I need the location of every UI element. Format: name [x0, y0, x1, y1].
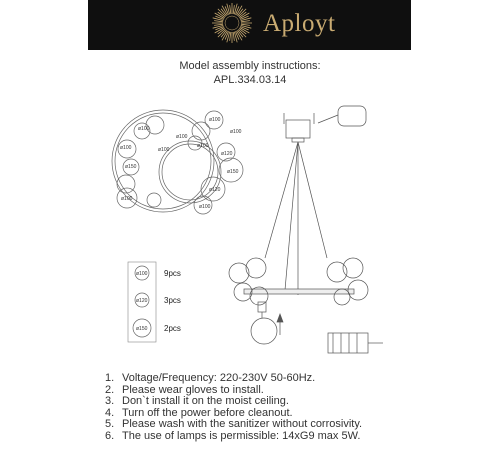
svg-text:9pcs: 9pcs: [164, 269, 181, 278]
svg-text:ø100: ø100: [138, 126, 150, 132]
svg-text:ø100: ø100: [230, 129, 242, 135]
svg-text:ø100: ø100: [199, 204, 211, 210]
svg-text:ø120: ø120: [136, 298, 148, 304]
instruction-item: 5. Please wash with the sanitizer without corrosivity.: [105, 418, 363, 431]
legend-item-120: [135, 293, 181, 307]
shade-legend: [128, 262, 181, 342]
svg-text:ø150: ø150: [227, 169, 239, 175]
instruction-item: 2. Please wear gloves to install.: [105, 383, 264, 396]
svg-text:3pcs: 3pcs: [164, 296, 181, 305]
instruction-item: 6. The use of lamps is permissible: 14xG9 max 5W.: [105, 429, 361, 442]
instruction-item: 3. Don`t install it on the moist ceiling.: [105, 395, 289, 408]
svg-text:ø100: ø100: [121, 196, 133, 202]
svg-text:ø100: ø100: [209, 117, 221, 123]
svg-text:ø150: ø150: [125, 164, 137, 170]
legend-item-150: [133, 319, 181, 337]
svg-text:ø100: ø100: [176, 134, 188, 140]
chandelier-side-view: [229, 106, 383, 353]
instruction-item: 4. Turn off the power before cleanout.: [105, 406, 293, 419]
instructions-list: [105, 373, 362, 443]
model-code: APL.334.03.14: [213, 74, 287, 86]
instruction-item: 1. Voltage/Frequency: 220-230V 50-60Hz.: [105, 372, 316, 384]
page-title: Model assembly instructions:: [179, 60, 321, 72]
svg-text:ø100: ø100: [197, 143, 209, 149]
svg-text:ø120: ø120: [221, 151, 233, 157]
brand-name: Aployt: [263, 10, 336, 37]
svg-text:2pcs: 2pcs: [164, 324, 181, 333]
legend-item-100: [135, 266, 181, 280]
svg-text:ø100: ø100: [158, 147, 170, 153]
svg-text:ø100: ø100: [136, 271, 148, 277]
svg-text:ø120: ø120: [209, 187, 221, 193]
svg-text:ø150: ø150: [136, 326, 148, 332]
svg-text:ø100: ø100: [120, 145, 132, 151]
